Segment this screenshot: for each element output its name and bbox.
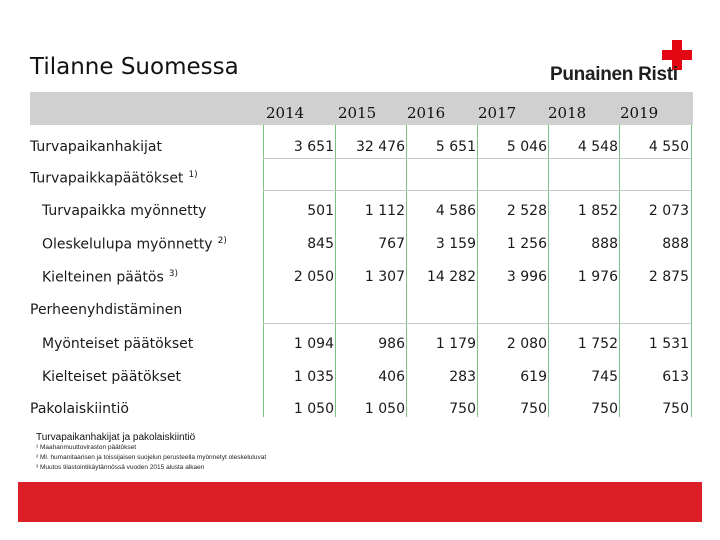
table-cell: 750 (591, 401, 618, 417)
table-cell: 2 875 (648, 269, 689, 285)
table-cell: 845 (307, 236, 334, 252)
footnote-marker: 2) (217, 236, 227, 246)
table-cell: 1 852 (577, 203, 618, 219)
row-label (42, 369, 181, 385)
brand-name: Punainen Risti (550, 64, 678, 85)
row-label-text: Oleskelulupa myönnetty (42, 236, 213, 253)
row-label-text: Turvapaikanhakijat (30, 139, 162, 155)
table-cell: 1 094 (293, 336, 334, 352)
row-label (42, 269, 178, 286)
table-cell: 4 550 (648, 139, 689, 155)
table-cell: 1 035 (293, 369, 334, 385)
table-cell: 3 159 (435, 236, 476, 252)
year-header: 2017 (478, 104, 517, 122)
table-cell: 14 282 (427, 269, 476, 285)
footnote: ³ Muutos tilastointikäytännössä vuoden 2015 alusta alkaen (36, 464, 205, 471)
row-label (42, 236, 227, 253)
row-label-text: Myönteiset päätökset (42, 336, 194, 352)
table-cell: 750 (520, 401, 547, 417)
table-cell: 1 752 (577, 336, 618, 352)
row-label-text: Kielteinen päätös (42, 269, 164, 286)
year-header: 2014 (266, 104, 305, 122)
table-cell: 2 080 (506, 336, 547, 352)
year-header: 2015 (338, 104, 377, 122)
table-cell: 1 050 (364, 401, 405, 417)
table-cell: 4 548 (577, 139, 618, 155)
row-separator (263, 323, 691, 324)
row-label (42, 336, 193, 352)
row-separator (263, 158, 691, 159)
table-cell: 888 (591, 236, 618, 252)
table-cell: 750 (662, 401, 689, 417)
row-label-text: Perheenyhdistäminen (30, 302, 183, 318)
table-cell: 5 046 (506, 139, 547, 155)
notes (36, 432, 266, 473)
row-label (30, 170, 198, 187)
table-cell: 1 256 (506, 236, 547, 252)
table-cell: 1 307 (364, 269, 405, 285)
row-label-text: Kielteiset päätökset (42, 369, 182, 385)
table-cell: 4 586 (435, 203, 476, 219)
table-cell: 1 112 (364, 203, 405, 219)
table-cell: 2 050 (293, 269, 334, 285)
row-label (42, 203, 206, 219)
table-cell: 750 (449, 401, 476, 417)
table-cell: 613 (662, 369, 689, 385)
table-cell: 1 976 (577, 269, 618, 285)
footnote: ¹ Maahanmuuttoviraston päätökset (36, 444, 137, 451)
table-cell: 406 (378, 369, 405, 385)
table-cell: 1 179 (435, 336, 476, 352)
row-separator (263, 190, 691, 191)
year-header: 2018 (548, 104, 587, 122)
table-cell: 1 531 (648, 336, 689, 352)
table-cell: 888 (662, 236, 689, 252)
table-cell: 3 651 (293, 139, 334, 155)
footnote-marker: 3) (168, 269, 179, 279)
row-label (30, 302, 182, 318)
row-label-text: Turvapaikka myönnetty (42, 203, 207, 219)
table-cell: 32 476 (356, 139, 405, 155)
row-label-text: Turvapaikkapäätökset (30, 170, 184, 187)
table-cell: 501 (307, 203, 334, 219)
table-cell: 5 651 (435, 139, 476, 155)
table-cell: 619 (520, 369, 547, 385)
table-cell: 283 (449, 369, 476, 385)
year-header: 2019 (620, 104, 659, 122)
table-cell: 986 (378, 336, 405, 352)
table-cell: 745 (591, 369, 618, 385)
table-cell: 3 996 (506, 269, 547, 285)
row-label (30, 139, 162, 155)
footnote: ² Ml. humanitaarisen ja toissijaisen suojelun perusteella myönnetyt oleskeluluvat (36, 454, 267, 461)
year-header: 2016 (407, 104, 446, 122)
row-label (30, 401, 129, 417)
brand-logo (550, 40, 695, 90)
footer-bar (18, 482, 702, 522)
table-cell: 2 528 (506, 203, 547, 219)
page-title: Tilanne Suomessa (30, 54, 239, 80)
table-cell: 1 050 (293, 401, 334, 417)
table-cell: 767 (378, 236, 405, 252)
table-cell: 2 073 (648, 203, 689, 219)
row-label-text: Pakolaiskiintiö (30, 401, 129, 417)
column-separator (691, 125, 692, 417)
footnote-marker: 1) (188, 170, 198, 180)
notes-caption: Turvapaikanhakijat ja pakolaiskiintiö (36, 432, 196, 443)
